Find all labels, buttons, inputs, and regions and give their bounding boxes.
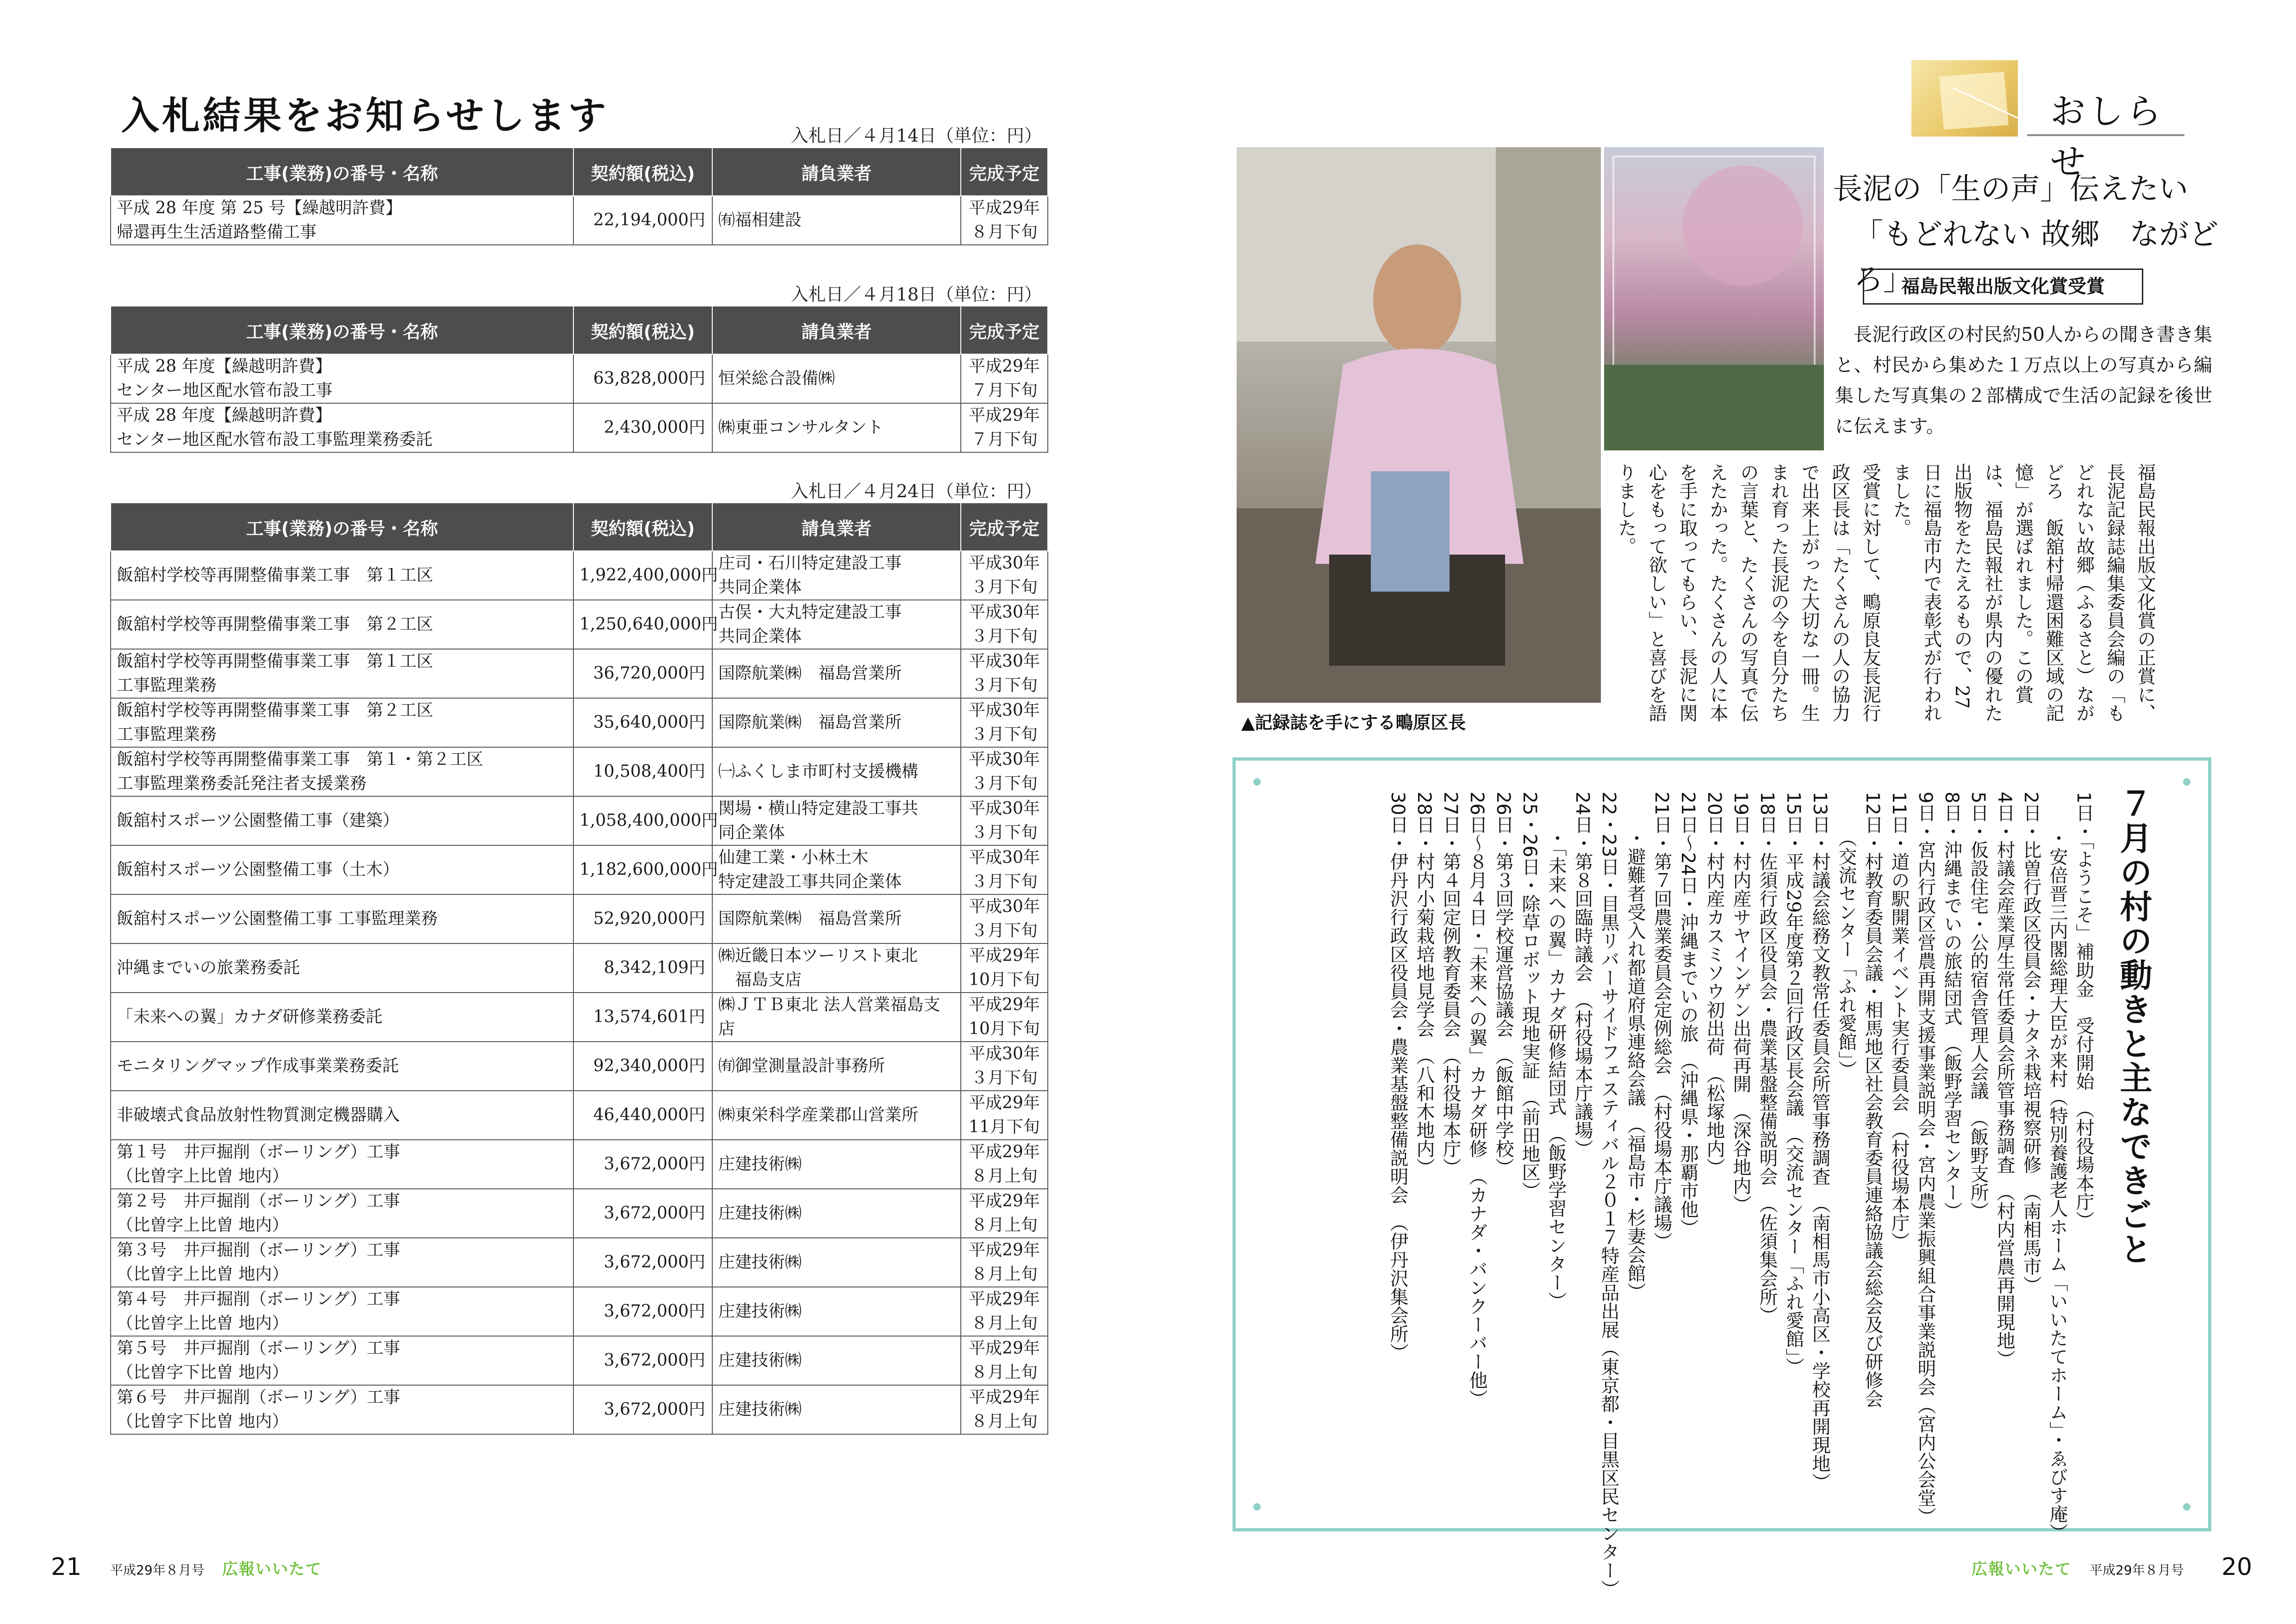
cell-name: 飯舘村学校等再開整備事業工事 第２工区 工事監理業務 — [111, 698, 573, 747]
table-row — [111, 1091, 1048, 1140]
article-lead: 長泥行政区の村民約50人からの聞き書き集と、村民から集めた１万点以上の写真から編集した写真集の２部構成で生活の記録を後世に伝えます。 — [1835, 324, 2212, 437]
column-header: 請負業者 — [712, 148, 961, 196]
table-header-row — [111, 148, 1048, 196]
events-title: ７月の村の動きと主なできごと — [2115, 787, 2153, 1267]
table-row — [111, 943, 1048, 993]
cell-name: 非破壊式食品放射性物質測定機器購入 — [111, 1091, 573, 1140]
cell-name: 第５号 井戸掘削（ボーリング）工事 （比曽字下比曽 地内） — [111, 1336, 573, 1385]
footer-logo-left: 広報いいたて — [222, 1560, 322, 1579]
footer-date-right: 平成29年８月号 — [2090, 1562, 2184, 1578]
cell-contractor: 庄建技術㈱ — [712, 1336, 961, 1385]
event-text: ・比曽行政区役員会・ナタネ栽培視察研修 （南相馬市） — [2020, 822, 2041, 1294]
cell-amount: 3,672,000円 — [573, 1336, 712, 1385]
event-text: ・村議会総務文教常任委員会所管事務調査 （南相馬市小高区・学校再開現地） — [1809, 833, 1830, 1491]
event-day: 11日 — [1888, 792, 1910, 834]
event-text: ・目黒リバーサイドフェスティバル２０１７特産品出展（東京都・目黒区民センター） — [1598, 875, 1619, 1598]
column-header: 契約額(税込) — [573, 306, 712, 354]
table-row — [111, 1140, 1048, 1189]
cell-amount: 22,194,000円 — [573, 196, 712, 245]
column-header: 完成予定 — [961, 148, 1048, 196]
bid-table-1 — [110, 147, 1048, 245]
cell-contractor: 庄建技術㈱ — [712, 1287, 961, 1336]
cell-done: 平成30年 ３月下旬 — [961, 551, 1048, 600]
cell-amount: 63,828,000円 — [573, 354, 712, 403]
event-text: ・宮内行政区営農再開支援事業説明会・宮内農業振興組合事業説明会（宮内公会堂） — [1915, 822, 1936, 1526]
cell-done: 平成29年 11月下旬 — [961, 1091, 1048, 1140]
event-day: 30日 — [1387, 792, 1408, 834]
headline-line-2: 「もどれない 故郷 ながどろ」 — [1854, 218, 2219, 297]
event-item — [1648, 792, 1674, 1514]
cell-contractor: ㈲福相建設 — [712, 196, 961, 245]
cell-name: 飯舘村学校等再開整備事業工事 第１工区 — [111, 551, 573, 600]
event-day: 8日 — [1941, 792, 1962, 822]
table-row — [111, 698, 1048, 747]
cell-name: 平成 28 年度【繰越明許費】 センター地区配水管布設工事監理業務委託 — [111, 403, 573, 452]
cell-contractor: 恒栄総合設備㈱ — [712, 354, 961, 403]
event-day: 21日～24日 — [1677, 792, 1699, 894]
event-day: 25・26日 — [1519, 792, 1540, 876]
event-item — [1806, 792, 1833, 1514]
event-day: 21日 — [1651, 792, 1672, 834]
cell-amount: 3,672,000円 — [573, 1238, 712, 1287]
photo-district-head — [1237, 147, 1601, 703]
section-title: おしらせ — [2050, 91, 2164, 182]
cell-done: 平成30年 ３月下旬 — [961, 845, 1048, 894]
cell-done: 平成29年 ８月上旬 — [961, 1287, 1048, 1336]
paper-note-icon — [1911, 60, 2018, 137]
table-row — [111, 1385, 1048, 1434]
event-item — [1991, 792, 2017, 1514]
corner-dot — [2183, 778, 2190, 786]
cell-done: 平成30年 ３月下旬 — [961, 1042, 1048, 1091]
table-row — [111, 649, 1048, 698]
cell-amount: 92,340,000円 — [573, 1042, 712, 1091]
cell-contractor: 国際航業㈱ 福島営業所 — [712, 698, 961, 747]
event-item — [1622, 792, 1648, 1514]
cell-amount: 3,672,000円 — [573, 1287, 712, 1336]
article-paragraph-2: 受賞に対して、鴫原良友長泥行政区長は「たくさんの人の協力で出来上がった大切な一冊。生まれ育った長泥の今を自分たちの言葉と、たくさんの写真で伝えたかった。たくさんの人に本を手に取ってもらい、長泥に関心をもって欲しい」と喜びを語りました。 — [1615, 463, 1881, 722]
event-item — [2017, 792, 2044, 1514]
cell-name: 第４号 井戸掘削（ボーリング）工事 （比曽字上比曽 地内） — [111, 1287, 573, 1336]
event-day: 26日 — [1493, 792, 1514, 834]
cell-contractor: ㈠ふくしま市町村支援機構 — [712, 747, 961, 796]
event-text: ・沖縄までいの旅 （沖縄県・那覇市他） — [1677, 894, 1699, 1237]
event-text: （交流センター「ふれ愛館」） — [1836, 829, 1857, 1079]
cell-done: 平成29年 ８月上旬 — [961, 1238, 1048, 1287]
event-item — [1780, 792, 1806, 1514]
cell-contractor: ㈱近畿日本ツーリスト東北 福島支店 — [712, 943, 961, 993]
column-header: 完成予定 — [961, 503, 1048, 551]
table-row — [111, 894, 1048, 943]
event-day: 24日 — [1572, 792, 1593, 834]
table-row — [111, 747, 1048, 796]
cell-amount: 3,672,000円 — [573, 1140, 712, 1189]
event-item — [1543, 792, 1569, 1514]
event-text: ・佐須行政区役員会・農業基盤整備説明会 （佐須集会所） — [1756, 833, 1778, 1324]
event-item — [1384, 792, 1411, 1514]
event-day: 15日 — [1783, 792, 1804, 834]
cell-done: 平成29年 ８月上旬 — [961, 1189, 1048, 1238]
table-row — [111, 196, 1048, 245]
article-paragraph-1: 福島民報出版文化賞の正賞に、長泥記録誌編集委員会編の「もどれない故郷（ふるさと）ながどろ 飯舘村帰還困難区域の記憶」が選ばれました。この賞は、福島民報社が県内の優れた出版物をたたえるもので、27日に福島市内で表彰式が行われました。 — [1890, 463, 2156, 722]
event-item — [1516, 792, 1543, 1514]
column-header: 工事(業務)の番号・名称 — [111, 306, 573, 354]
event-text: ・「未来への翼」カナダ研修 （カナダ・バンクーバー他） — [1466, 926, 1487, 1408]
event-item — [1437, 792, 1463, 1514]
cell-amount: 10,508,400円 — [573, 747, 712, 796]
cell-name: 飯舘村学校等再開整備事業工事 第２工区 — [111, 600, 573, 649]
event-day: 12日 — [1862, 792, 1883, 834]
cell-contractor: 庄建技術㈱ — [712, 1385, 961, 1434]
event-text: ・「未来への翼」カナダ研修結団式 （飯野学習センター） — [1545, 829, 1567, 1310]
event-item — [1595, 792, 1622, 1598]
event-day: 27日 — [1440, 792, 1461, 834]
table-row — [111, 354, 1048, 403]
cell-name: 飯舘村スポーツ公園整備工事（土木） — [111, 845, 573, 894]
cell-done: 平成30年 ３月下旬 — [961, 600, 1048, 649]
cell-contractor: 庄司・石川特定建設工事 共同企業体 — [712, 551, 961, 600]
event-item — [1701, 792, 1727, 1514]
table-row — [111, 993, 1048, 1042]
cell-amount: 1,922,400,000円 — [573, 551, 712, 600]
event-item — [1859, 792, 1885, 1514]
event-text: ・村内産サヤインゲン出荷再開 （深谷地内） — [1730, 833, 1751, 1213]
event-text: ・「ようこそ」補助金 受付開始 （村役場本庁） — [2073, 822, 2094, 1230]
event-day: 9日 — [1915, 792, 1936, 822]
cell-name: 「未来への翼」カナダ研修業務委託 — [111, 993, 573, 1042]
table-row — [111, 1238, 1048, 1287]
bid-date-1: 入札日／４月14日（単位：円） — [790, 125, 1042, 146]
event-day: 22・23日 — [1598, 792, 1619, 876]
event-item — [1912, 792, 1938, 1526]
event-item — [1754, 792, 1780, 1514]
section-tab-decoration — [1911, 60, 2018, 137]
bid-table-2 — [110, 306, 1048, 453]
event-item — [1727, 792, 1754, 1514]
photo-caption: ▲記録誌を手にする鴫原区長 — [1241, 712, 1466, 733]
cell-contractor: ㈱ＪＴＢ東北 法人営業福島支店 — [712, 993, 961, 1042]
cell-name: 第２号 井戸掘削（ボーリング）工事 （比曽字上比曽 地内） — [111, 1189, 573, 1238]
event-day: 20日 — [1704, 792, 1725, 834]
cell-done: 平成29年 10月下旬 — [961, 943, 1048, 993]
cell-name: 飯舘村スポーツ公園整備工事（建築） — [111, 796, 573, 845]
cell-amount: 46,440,000円 — [573, 1091, 712, 1140]
table-row — [111, 551, 1048, 600]
column-header: 完成予定 — [961, 306, 1048, 354]
table-row — [111, 1189, 1048, 1238]
photo-illustration — [1237, 147, 1601, 703]
cell-done: 平成30年 ３月下旬 — [961, 698, 1048, 747]
event-text: ・除草ロボット現地実証 （前田地区） — [1519, 875, 1540, 1200]
cell-amount: 52,920,000円 — [573, 894, 712, 943]
event-item — [1885, 792, 1912, 1514]
table-row — [111, 1287, 1048, 1336]
corner-dot — [1253, 778, 1261, 786]
event-text: ・沖縄までいの旅結団式 （飯野学習センター） — [1941, 822, 1962, 1220]
cell-contractor: ㈱東亜コンサルタント — [712, 403, 961, 452]
cell-amount: 35,640,000円 — [573, 698, 712, 747]
event-day: 18日 — [1756, 792, 1778, 834]
section-header — [1911, 60, 2184, 182]
event-item — [2044, 792, 2070, 1542]
corner-dot — [2183, 1503, 2190, 1511]
event-text: ・村内産カスミソウ初出荷 （松塚地内） — [1704, 833, 1725, 1176]
event-item — [1833, 792, 1859, 1514]
cell-done: 平成29年 ８月下旬 — [961, 196, 1048, 245]
event-text: ・第８回臨時議会 （村役場本庁議場） — [1572, 833, 1593, 1158]
cell-name: 沖縄までいの旅業務委託 — [111, 943, 573, 993]
page-number-left: 21 — [51, 1553, 82, 1581]
event-text: ・村内小菊栽培地見学会 （八和木地内） — [1413, 833, 1435, 1176]
cell-contractor: 庄建技術㈱ — [712, 1189, 961, 1238]
cell-amount: 1,182,600,000円 — [573, 845, 712, 894]
event-day: 28日 — [1413, 792, 1435, 834]
cell-amount: 13,574,601円 — [573, 993, 712, 1042]
event-item — [1490, 792, 1516, 1514]
cell-done: 平成30年 ３月下旬 — [961, 796, 1048, 845]
cell-contractor: ㈱東栄科学産業郡山営業所 — [712, 1091, 961, 1140]
headline-line-1: 長泥の「生の声」伝えたい — [1833, 172, 2188, 206]
award-badge: 福島民報出版文化賞受賞 — [1863, 269, 2143, 305]
event-text: ・道の駅開業イベント実行委員会 （村役場本庁） — [1888, 833, 1910, 1250]
event-text: ・第３回学校運営協議会 （飯館中学校） — [1493, 833, 1514, 1176]
event-text: ・平成29年度第２回行政区長会議 （交流センター「ふれ愛館」） — [1783, 833, 1804, 1376]
event-item — [2070, 792, 2097, 1514]
bid-date-3: 入札日／４月24日（単位：円） — [790, 481, 1042, 501]
cell-done: 平成30年 ３月下旬 — [961, 894, 1048, 943]
cell-name: 平成 28 年度【繰越明許費】 センター地区配水管布設工事 — [111, 354, 573, 403]
column-header: 契約額(税込) — [573, 148, 712, 196]
cell-amount: 36,720,000円 — [573, 649, 712, 698]
cell-name: モニタリングマップ作成事業業務委託 — [111, 1042, 573, 1091]
section-underline — [2027, 134, 2184, 136]
cell-amount: 2,430,000円 — [573, 403, 712, 452]
table-row — [111, 403, 1048, 452]
event-item — [1938, 792, 1965, 1514]
cell-amount: 1,058,400,000円 — [573, 796, 712, 845]
cell-done: 平成29年 ８月上旬 — [961, 1385, 1048, 1434]
event-item — [1674, 792, 1701, 1514]
column-header: 工事(業務)の番号・名称 — [111, 148, 573, 196]
table-row — [111, 845, 1048, 894]
cell-amount: 1,250,640,000円 — [573, 600, 712, 649]
cell-contractor: 国際航業㈱ 福島営業所 — [712, 894, 961, 943]
event-day: 19日 — [1730, 792, 1751, 834]
photo-book-cover — [1604, 147, 1824, 450]
cell-done: 平成29年 ８月上旬 — [961, 1140, 1048, 1189]
cell-amount: 3,672,000円 — [573, 1189, 712, 1238]
table-row — [111, 1336, 1048, 1385]
book-cover-illustration — [1604, 147, 1824, 450]
cell-name: 第６号 井戸掘削（ボーリング）工事 （比曽字下比曽 地内） — [111, 1385, 573, 1434]
cell-contractor: 国際航業㈱ 福島営業所 — [712, 649, 961, 698]
page-number-right: 20 — [2221, 1553, 2252, 1581]
event-day: 26日～８月４日 — [1466, 792, 1487, 926]
cell-done: 平成29年 ８月上旬 — [961, 1336, 1048, 1385]
cell-name: 飯舘村学校等再開整備事業工事 第１・第２工区 工事監理業務委託発注者支援業務 — [111, 747, 573, 796]
event-day: 4日 — [1994, 792, 2015, 822]
cell-contractor: ㈲御堂測量設計事務所 — [712, 1042, 961, 1091]
cell-contractor: 古俣・大丸特定建設工事 共同企業体 — [712, 600, 961, 649]
cell-name: 飯舘村スポーツ公園整備工事 工事監理業務 — [111, 894, 573, 943]
table-header-row — [111, 503, 1048, 551]
cell-done: 平成30年 ３月下旬 — [961, 649, 1048, 698]
cell-name: 平成 28 年度 第 25 号【繰越明許費】 帰還再生生活道路整備工事 — [111, 196, 573, 245]
event-text: ・第４回定例教育委員会 （村役場本庁） — [1440, 833, 1461, 1176]
event-text: ・避難者受入れ都道府県連絡会議 （福島市・杉妻会館） — [1624, 829, 1646, 1301]
table-row — [111, 796, 1048, 845]
event-day: 13日 — [1809, 792, 1830, 834]
event-item — [1463, 792, 1490, 1514]
column-header: 工事(業務)の番号・名称 — [111, 503, 573, 551]
event-text: ・伊丹沢行政区役員会・農業基盤整備説明会 （伊丹沢集会所） — [1387, 833, 1408, 1362]
column-header: 請負業者 — [712, 306, 961, 354]
table-row — [111, 600, 1048, 649]
event-text: ・仮設住宅・公的宿舎管理人会議 （飯野支所） — [1967, 822, 1989, 1220]
column-header: 契約額(税込) — [573, 503, 712, 551]
bid-date-2: 入札日／４月18日（単位：円） — [790, 284, 1042, 305]
table-header-row — [111, 306, 1048, 354]
cell-amount: 8,342,109円 — [573, 943, 712, 993]
cell-contractor: 庄建技術㈱ — [712, 1140, 961, 1189]
cell-contractor: 庄建技術㈱ — [712, 1238, 961, 1287]
footer-date-left: 平成29年８月号 — [110, 1562, 205, 1578]
event-text: ・安倍晋三内閣総理大臣が来村（特別養護老人ホーム「いいたてホーム」・ゑびす庵） — [2047, 829, 2068, 1542]
event-day: 5日 — [1967, 792, 1989, 822]
bid-table-3 — [110, 502, 1048, 1435]
cell-done: 平成29年 ７月下旬 — [961, 403, 1048, 452]
cell-name: 飯舘村学校等再開整備事業工事 第１工区 工事監理業務 — [111, 649, 573, 698]
event-item — [1411, 792, 1437, 1514]
event-text: ・第７回農業委員会定例総会 （村役場本庁議場） — [1651, 833, 1672, 1250]
cell-done: 平成29年 ７月下旬 — [961, 354, 1048, 403]
table-row — [111, 1042, 1048, 1091]
cell-contractor: 関場・横山特定建設工事共 同企業体 — [712, 796, 961, 845]
article-body — [1611, 463, 2160, 727]
event-day: 2日 — [2020, 792, 2041, 822]
event-text: ・村議会産業厚生常任委員会所管事務調査 （村内営農再開現地） — [1994, 822, 2015, 1368]
event-day: 1日 — [2073, 792, 2094, 822]
event-text: ・村教育委員会議・相馬地区社会教育委員連絡協議会総会及び研修会 — [1862, 833, 1883, 1408]
column-header: 請負業者 — [712, 503, 961, 551]
cell-name: 第１号 井戸掘削（ボーリング）工事 （比曽字上比曽 地内） — [111, 1140, 573, 1189]
event-item — [1965, 792, 1991, 1514]
event-item — [1569, 792, 1595, 1514]
page-title: 入札結果をお知らせします — [121, 94, 609, 138]
cell-amount: 3,672,000円 — [573, 1385, 712, 1434]
cell-done: 平成30年 ３月下旬 — [961, 747, 1048, 796]
cell-done: 平成29年 10月下旬 — [961, 993, 1048, 1042]
cell-name: 第３号 井戸掘削（ボーリング）工事 （比曽字上比曽 地内） — [111, 1238, 573, 1287]
cell-contractor: 仙建工業・小林土木 特定建設工事共同企業体 — [712, 845, 961, 894]
footer-logo-right: 広報いいたて — [1972, 1560, 2072, 1579]
